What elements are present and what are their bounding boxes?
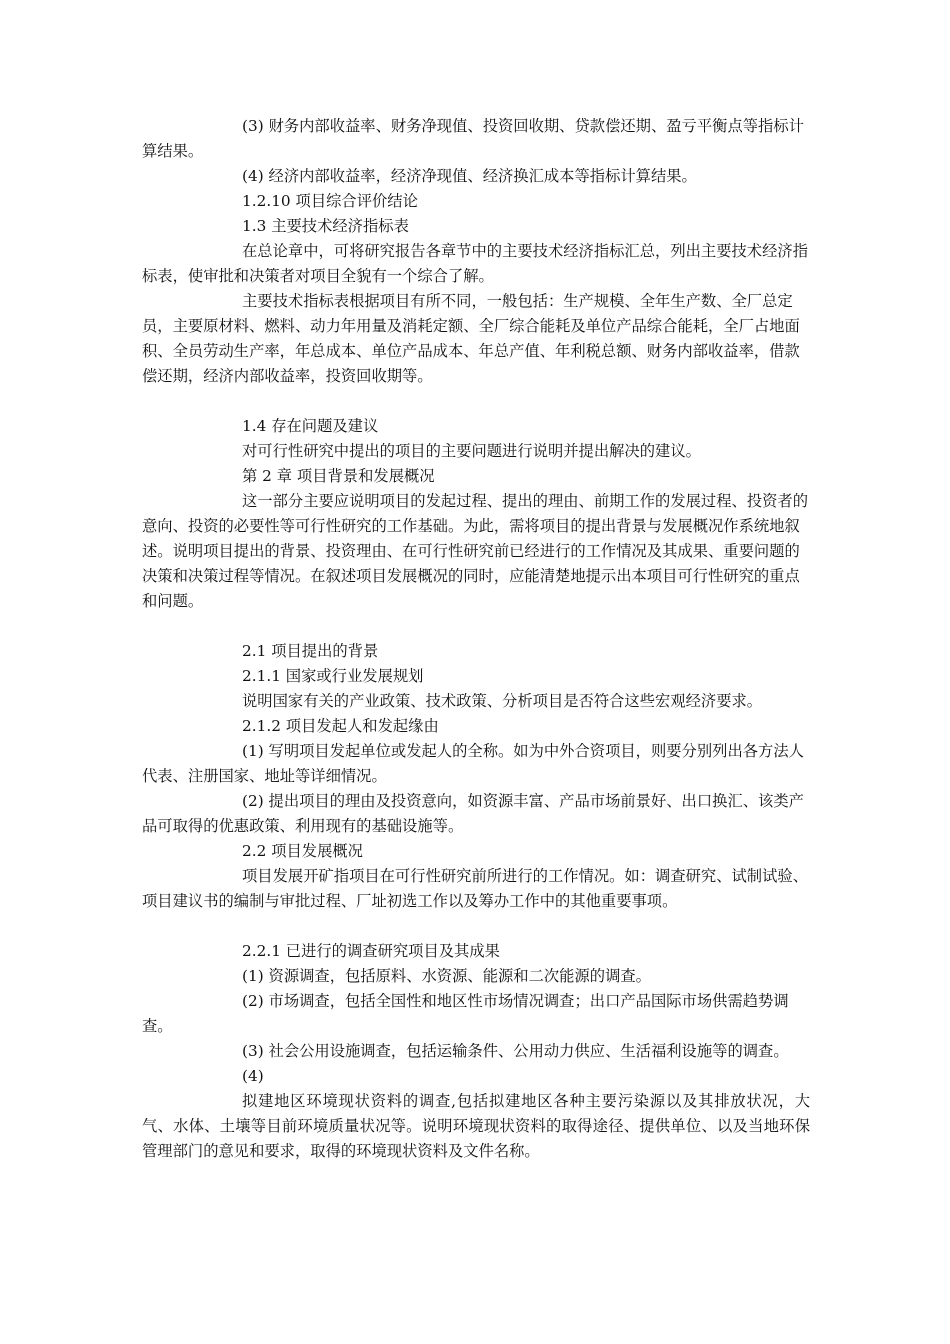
section-heading-2-2-1: 2.2.1 已进行的调查研究项目及其成果 <box>242 942 500 960</box>
section-heading-1-3: 1.3 主要技术经济指标表 <box>242 217 409 235</box>
paragraph-3-financial-indicators: (3) 财务内部收益率、财务净现值、投资回收期、贷款偿还期、盈亏平衡点等指标计算结果。 <box>142 117 804 160</box>
paragraph-background-intro: 这一部分主要应说明项目的发起过程、提出的理由、前期工作的发展过程、投资者的意向、投资的必要性等可行性研究的工作基础。为此，需将项目的提出背景与发展概况作系统地叙述。说明项目提出的背景、投资理由、在可行性研究前已经进行的工作情况及其成果、重要问题的决策和决策过程等情况。在叙述项目发展概况的同时，应能清楚地提示出本项目可行性研究的重点和问题。 <box>142 492 808 610</box>
chapter-heading-2: 第 2 章 项目背景和发展概况 <box>242 467 435 485</box>
paragraph-4-economic-indicators: (4) 经济内部收益率，经济净现值、经济换汇成本等指标计算结果。 <box>242 167 697 185</box>
paragraph-resource-survey: (1) 资源调查，包括原料、水资源、能源和二次能源的调查。 <box>242 967 651 985</box>
paragraph-environment-survey: 拟建地区环境现状资料的调查,包括拟建地区各种主要污染源以及其排放状况，大气、水体、土壤等目前环境质量状况等。说明环境现状资料的取得途径、提供单位、以及当地环保管理部门的意见和要求，取得的环境现状资料及文件名称。 <box>142 1092 810 1160</box>
section-heading-2-1-2: 2.1.2 项目发起人和发起缘由 <box>242 717 439 735</box>
paragraph-sponsor-name: (1) 写明项目发起单位或发起人的全称。如为中外合资项目，则要分别列出各方法人代表、注册国家、地址等详细情况。 <box>142 742 804 785</box>
section-heading-2-1: 2.1 项目提出的背景 <box>242 642 379 660</box>
paragraph-indicator-list: 主要技术指标表根据项目有所不同，一般包括：生产规模、全年生产数、全厂总定员，主要原材料、燃料、动力年用量及消耗定额、全厂综合能耗及单位产品综合能耗，全厂占地面积、全员劳动生产率，年总成本、单位产品成本、年总产值、年利税总额、财务内部收益率，借款偿还期，经济内部收益率，投资回收期等。 <box>142 292 800 385</box>
list-marker-4: (4) <box>242 1067 264 1085</box>
section-heading-2-1-1: 2.1.1 国家或行业发展规划 <box>242 667 424 685</box>
paragraph-national-policy: 说明国家有关的产业政策、技术政策、分析项目是否符合这些宏观经济要求。 <box>242 692 763 710</box>
paragraph-public-facilities-survey: (3) 社会公用设施调查，包括运输条件、公用动力供应、生活福利设施等的调查。 <box>242 1042 789 1060</box>
paragraph-development-overview: 项目发展开矿指项目在可行性研究前所进行的工作情况。如：调查研究、试制试验、项目建议书的编制与审批过程、厂址初选工作以及筹办工作中的其他重要事项。 <box>142 867 808 910</box>
blank-line <box>142 914 810 939</box>
blank-line <box>142 389 810 414</box>
paragraph-indicator-summary: 在总论章中，可将研究报告各章节中的主要技术经济指标汇总，列出主要技术经济指标表，使审批和决策者对项目全貌有一个综合了解。 <box>142 242 808 285</box>
paragraph-project-reason: (2) 提出项目的理由及投资意向，如资源丰富、产品市场前景好、出口换汇、该类产品可取得的优惠政策、利用现有的基础设施等。 <box>142 792 804 835</box>
section-heading-1-2-10: 1.2.10 项目综合评价结论 <box>242 192 418 210</box>
section-heading-1-4: 1.4 存在问题及建议 <box>242 417 379 435</box>
paragraph-market-survey: (2) 市场调查，包括全国性和地区性市场情况调查；出口产品国际市场供需趋势调查。 <box>142 992 789 1035</box>
paragraph-problems: 对可行性研究中提出的项目的主要问题进行说明并提出解决的建议。 <box>242 442 701 460</box>
section-heading-2-2: 2.2 项目发展概况 <box>242 842 363 860</box>
blank-line <box>142 614 810 639</box>
document-body <box>142 114 810 1164</box>
